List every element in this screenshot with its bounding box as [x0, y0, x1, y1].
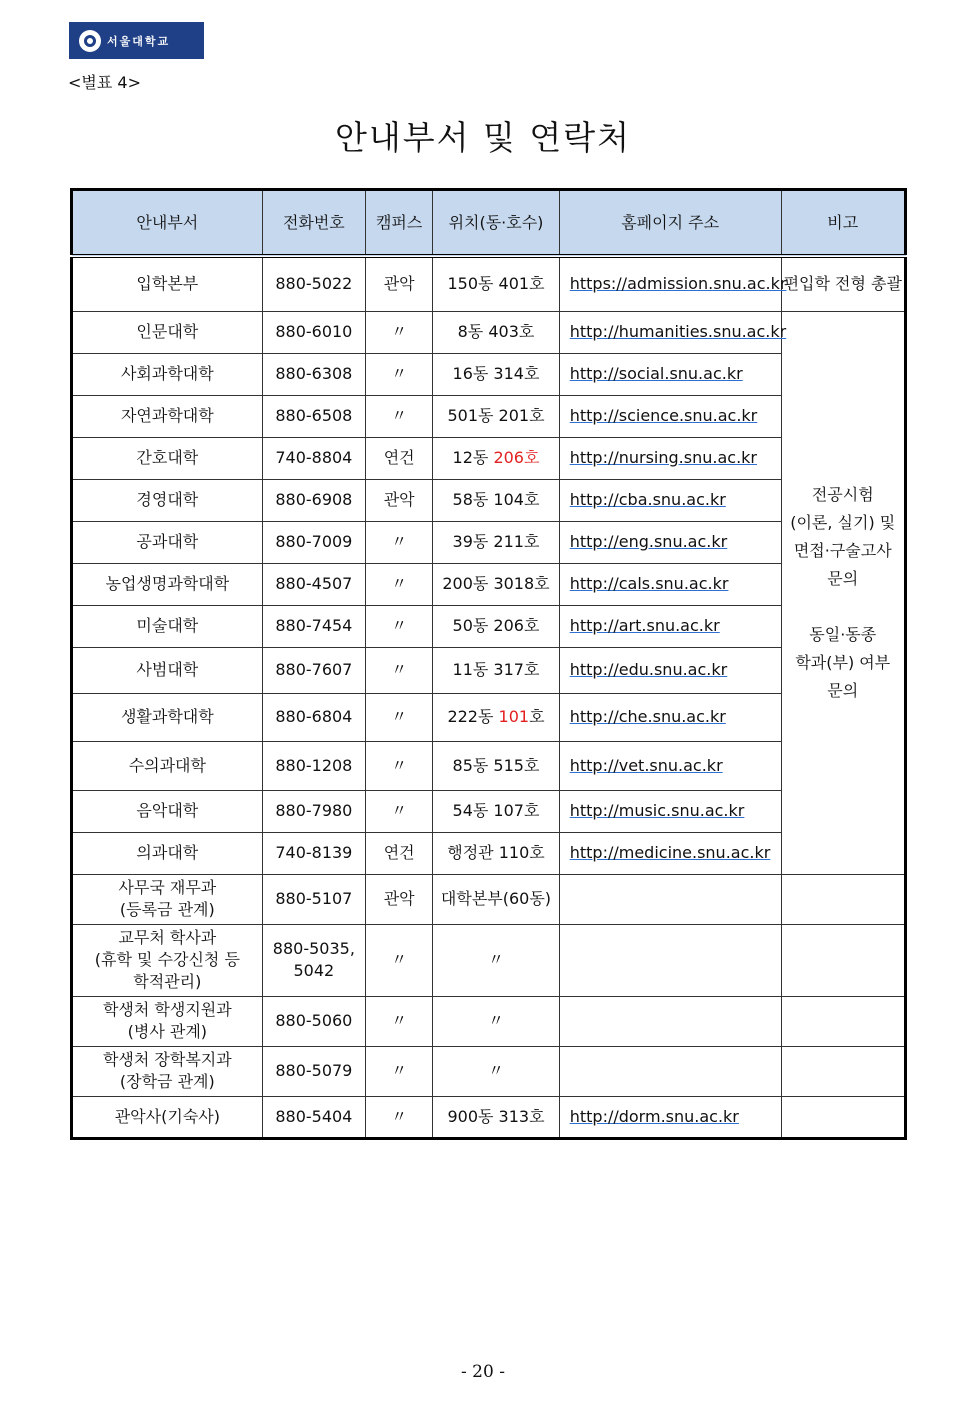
dept-cell: [72, 924, 263, 996]
homepage-cell: [559, 647, 781, 693]
table-row: [72, 311, 906, 353]
location-room-suffix: 호: [529, 707, 545, 726]
dept-line: (병사 관계): [127, 1022, 208, 1041]
phone-cell: 880-5079: [262, 1046, 365, 1096]
location-cell: 54동 107호: [433, 790, 559, 832]
location-cell: [433, 437, 559, 479]
dept-line: 학생처 장학복지과: [102, 1050, 232, 1069]
dept-line: 학생처 학생지원과: [102, 1000, 232, 1019]
dept-line: (휴학 및 수강신청 등: [94, 950, 240, 969]
phone-cell: [262, 924, 365, 996]
page-number: - 20 -: [461, 1362, 505, 1382]
table-row: [72, 353, 906, 395]
header-note: 비고: [781, 190, 905, 257]
table-row: [72, 832, 906, 874]
dept-line: 교무처 학사과: [118, 928, 217, 947]
homepage-link[interactable]: http://che.snu.ac.kr: [569, 707, 726, 726]
campus-cell: 연건: [366, 832, 433, 874]
homepage-link[interactable]: http://edu.snu.ac.kr: [569, 660, 728, 679]
homepage-link[interactable]: http://science.snu.ac.kr: [569, 406, 758, 425]
location-cell: 150동 401호: [433, 256, 559, 311]
phone-cell: 880-7454: [262, 605, 365, 647]
dept-cell: 인문대학: [72, 311, 263, 353]
location-cell: 〃: [433, 996, 559, 1046]
location-cell: 501동 201호: [433, 395, 559, 437]
homepage-link[interactable]: http://dorm.snu.ac.kr: [569, 1106, 739, 1126]
table-row: [72, 874, 906, 924]
table-row: [72, 563, 906, 605]
dept-cell: 미술대학: [72, 605, 263, 647]
university-emblem-icon: [79, 30, 101, 52]
phone-line: 5042: [293, 961, 335, 980]
phone-cell: 880-7980: [262, 790, 365, 832]
homepage-cell: [559, 395, 781, 437]
header-dept: 안내부서: [72, 190, 263, 257]
homepage-cell: [559, 479, 781, 521]
campus-cell: 〃: [366, 395, 433, 437]
homepage-link[interactable]: http://cba.snu.ac.kr: [569, 490, 726, 509]
note-cell: [781, 256, 905, 311]
location-cell: 50동 206호: [433, 605, 559, 647]
campus-cell: 〃: [366, 605, 433, 647]
university-logo: [69, 22, 204, 59]
table-row: [72, 521, 906, 563]
location-cell: 200동 3018호: [433, 563, 559, 605]
table-row: [72, 693, 906, 741]
note-line: 면접·구술고사: [793, 540, 892, 560]
homepage-cell: [559, 437, 781, 479]
phone-cell: 880-4507: [262, 563, 365, 605]
table-row: [72, 647, 906, 693]
campus-cell: 〃: [366, 647, 433, 693]
location-cell: 〃: [433, 924, 559, 996]
header-homepage: 홈페이지 주소: [559, 190, 781, 257]
dept-cell: [72, 1046, 263, 1096]
phone-cell: 880-6010: [262, 311, 365, 353]
phone-cell: 880-6508: [262, 395, 365, 437]
dept-cell: 공과대학: [72, 521, 263, 563]
homepage-cell: [559, 741, 781, 790]
note-cell: [781, 996, 905, 1046]
homepage-cell: [559, 521, 781, 563]
dept-line: 학적관리): [133, 972, 202, 991]
homepage-link[interactable]: http://vet.snu.ac.kr: [569, 755, 723, 775]
location-cell: 900동 313호: [433, 1096, 559, 1138]
dept-line: (장학금 관계): [119, 1072, 215, 1091]
location-cell: 〃: [433, 1046, 559, 1096]
location-building: 222동: [447, 707, 499, 726]
contacts-table-wrapper: [70, 188, 907, 1140]
location-cell: 58동 104호: [433, 479, 559, 521]
homepage-link[interactable]: http://humanities.snu.ac.kr: [569, 322, 787, 341]
page-title: 안내부서 및 연락처: [334, 118, 631, 157]
table-row: [72, 790, 906, 832]
homepage-link[interactable]: http://social.snu.ac.kr: [569, 364, 743, 383]
dept-cell: [72, 996, 263, 1046]
campus-cell: 〃: [366, 1096, 433, 1138]
note-line: 문의: [827, 568, 859, 588]
table-row: [72, 256, 906, 311]
dept-cell: 생활과학대학: [72, 693, 263, 741]
homepage-cell: [559, 563, 781, 605]
location-cell: 대학본부(60동): [433, 874, 559, 924]
phone-cell: 880-5022: [262, 256, 365, 311]
homepage-link[interactable]: http://medicine.snu.ac.kr: [569, 843, 771, 862]
location-cell: 85동 515호: [433, 741, 559, 790]
homepage-cell: [559, 256, 787, 311]
location-cell: 39동 211호: [433, 521, 559, 563]
homepage-cell: [559, 874, 781, 924]
table-header-row: [72, 190, 906, 257]
table-row: [72, 996, 906, 1046]
dept-cell: 관악사(기숙사): [72, 1096, 263, 1138]
note-cell: [781, 874, 905, 924]
logo-text: 서울대학교: [107, 34, 171, 48]
homepage-link[interactable]: http://eng.snu.ac.kr: [569, 532, 728, 551]
dept-line: (등록금 관계): [119, 900, 215, 919]
location-cell: 11동 317호: [433, 647, 559, 693]
location-cell: 16동 314호: [433, 353, 559, 395]
campus-cell: 〃: [366, 563, 433, 605]
phone-cell: 880-6804: [262, 693, 365, 741]
header-phone: 전화번호: [262, 190, 365, 257]
phone-cell: 880-5060: [262, 996, 365, 1046]
dept-line: 사무국 재무과: [118, 878, 217, 897]
dept-cell: 사회과학대학: [72, 353, 263, 395]
phone-cell: 740-8139: [262, 832, 365, 874]
note-line: 전공시험: [811, 484, 874, 504]
location-room-highlighted: 101: [498, 707, 530, 726]
phone-cell: 880-7009: [262, 521, 365, 563]
homepage-cell: [559, 1096, 781, 1138]
dept-cell: 간호대학: [72, 437, 263, 479]
note-line: 동일·동종: [809, 624, 877, 644]
campus-cell: 연건: [366, 437, 433, 479]
campus-cell: 〃: [366, 924, 433, 996]
homepage-cell: [559, 693, 781, 741]
campus-cell: 〃: [366, 521, 433, 563]
campus-cell: 관악: [366, 479, 433, 521]
note-cell: [781, 1096, 905, 1138]
dept-cell: 음악대학: [72, 790, 263, 832]
location-building: 12동: [452, 448, 494, 467]
location-cell: [433, 693, 559, 741]
phone-cell: 880-7607: [262, 647, 365, 693]
header-location: 위치(동·호수): [433, 190, 559, 257]
table-row: [72, 924, 906, 996]
campus-cell: 〃: [366, 353, 433, 395]
homepage-link[interactable]: http://cals.snu.ac.kr: [569, 574, 729, 593]
location-room-highlighted: 206호: [493, 448, 540, 467]
homepage-cell: [559, 353, 781, 395]
table-row: [72, 437, 906, 479]
location-cell: 8동 403호: [433, 311, 559, 353]
table-row: [72, 1096, 906, 1138]
homepage-link[interactable]: http://nursing.snu.ac.kr: [569, 448, 757, 467]
table-row: [72, 741, 906, 790]
homepage-cell: [559, 924, 781, 996]
note-merged-cell: [781, 311, 905, 874]
homepage-cell: [559, 311, 787, 353]
homepage-cell: [559, 605, 781, 647]
campus-cell: 〃: [366, 693, 433, 741]
table-row: [72, 395, 906, 437]
campus-cell: 관악: [366, 874, 433, 924]
phone-line: 880-5035,: [272, 939, 355, 958]
homepage-link[interactable]: http://music.snu.ac.kr: [569, 801, 745, 820]
table-row: [72, 1046, 906, 1096]
note-cell: [781, 1046, 905, 1096]
homepage-cell: [559, 996, 781, 1046]
campus-cell: 〃: [366, 1046, 433, 1096]
dept-cell: [72, 874, 263, 924]
table-row: [72, 605, 906, 647]
note-cell: [781, 924, 905, 996]
homepage-cell: [559, 1046, 781, 1096]
table-row: [72, 479, 906, 521]
homepage-link[interactable]: https://admission.snu.ac.kr: [569, 274, 787, 294]
note-line: (이론, 실기) 및: [790, 512, 896, 532]
contacts-table: [70, 188, 907, 1140]
dept-cell: 의과대학: [72, 832, 263, 874]
dept-cell: 경영대학: [72, 479, 263, 521]
homepage-cell: [559, 832, 781, 874]
phone-cell: 740-8804: [262, 437, 365, 479]
note-line: 문의: [827, 680, 859, 700]
phone-cell: 880-1208: [262, 741, 365, 790]
dept-cell: 자연과학대학: [72, 395, 263, 437]
campus-cell: 〃: [366, 790, 433, 832]
homepage-link[interactable]: http://art.snu.ac.kr: [569, 616, 720, 635]
homepage-cell: [559, 790, 781, 832]
location-cell: 행정관 110호: [433, 832, 559, 874]
phone-cell: 880-5107: [262, 874, 365, 924]
dept-cell: 사범대학: [72, 647, 263, 693]
dept-cell: 농업생명과학대학: [72, 563, 263, 605]
dept-cell: 입학본부: [72, 256, 263, 311]
header-campus: 캠퍼스: [366, 190, 433, 257]
campus-cell: 〃: [366, 996, 433, 1046]
dept-cell: 수의과대학: [72, 741, 263, 790]
phone-cell: 880-6308: [262, 353, 365, 395]
table-label: <별표 4>: [68, 73, 141, 92]
campus-cell: 관악: [366, 256, 433, 311]
campus-cell: 〃: [366, 311, 433, 353]
note-line: 학과(부) 여부: [795, 652, 891, 672]
phone-cell: 880-6908: [262, 479, 365, 521]
phone-cell: 880-5404: [262, 1096, 365, 1138]
campus-cell: 〃: [366, 741, 433, 790]
note-text: 편입학 전형 총괄: [783, 274, 902, 294]
